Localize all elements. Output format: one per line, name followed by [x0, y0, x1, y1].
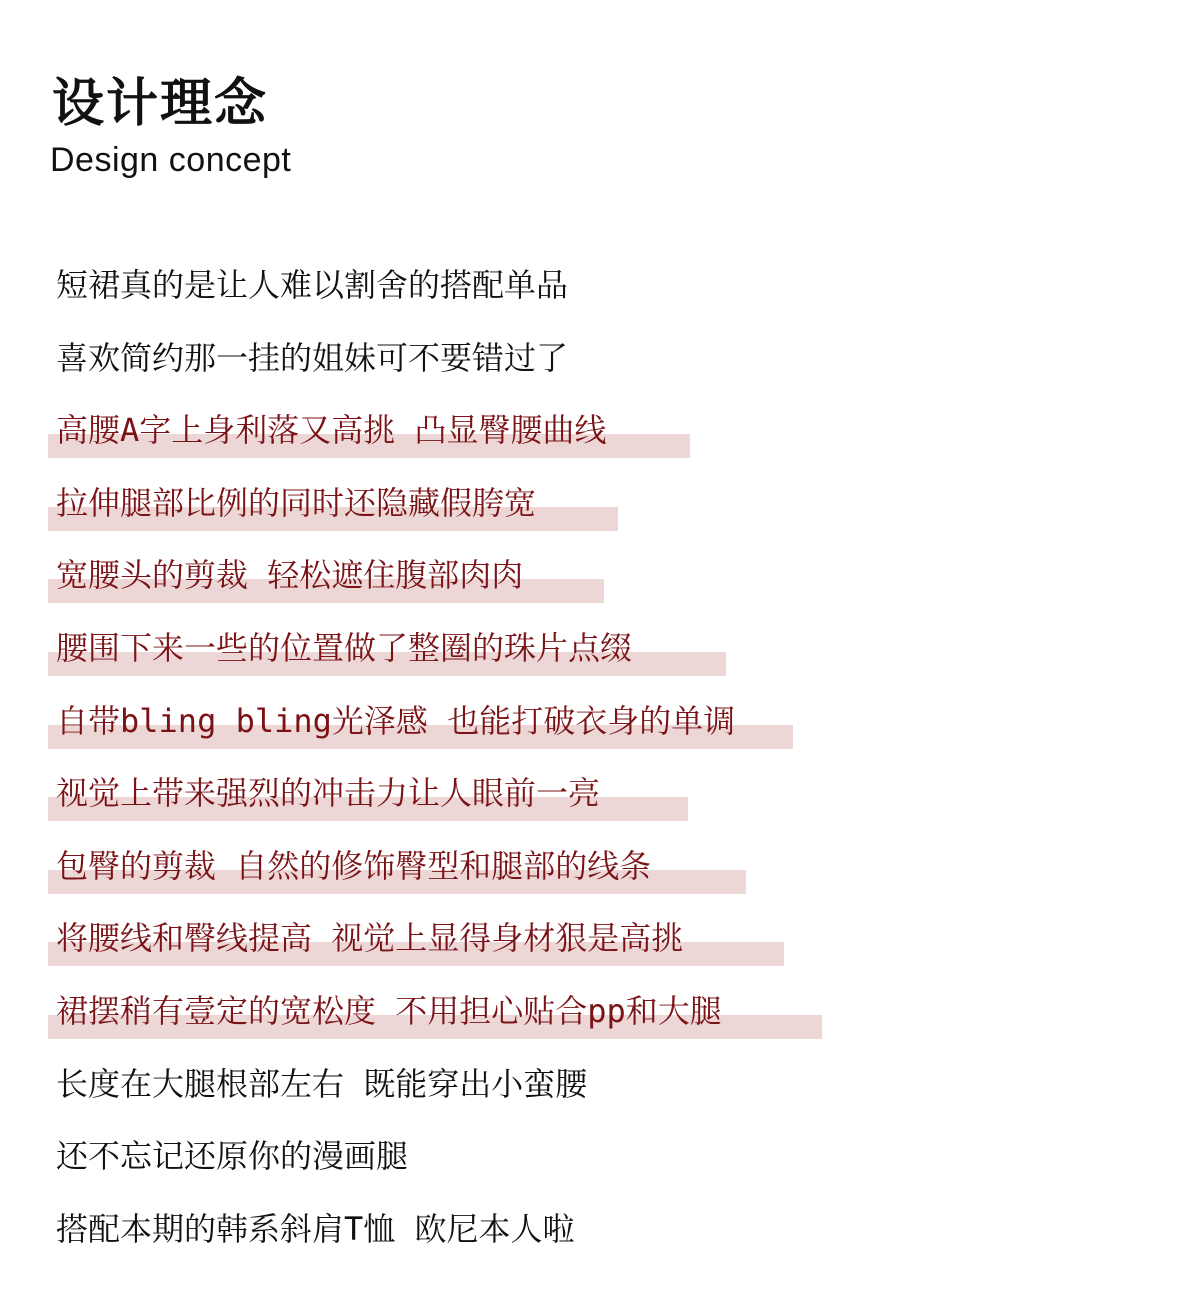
text-line — [48, 1128, 1148, 1201]
text-line — [48, 402, 1148, 475]
text-line-content: 包臀的剪裁 自然的修饰臀型和腿部的线条 — [56, 846, 652, 885]
text-line-content: 喜欢简约那一挂的姐妹可不要错过了 — [56, 338, 569, 377]
page-subtitle: Design concept — [50, 141, 292, 179]
text-line-content: 拉伸腿部比例的同时还隐藏假胯宽 — [56, 483, 537, 522]
text-line — [48, 765, 1148, 838]
text-line — [48, 1201, 1148, 1274]
text-line — [48, 693, 1148, 766]
text-line-content: 高腰A字上身利落又高挑 凸显臀腰曲线 — [56, 411, 607, 450]
text-line-content: 自带bling bling光泽感 也能打破衣身的单调 — [56, 701, 736, 740]
text-line-content: 腰围下来一些的位置做了整圈的珠片点缀 — [56, 628, 633, 667]
text-line — [48, 838, 1148, 911]
text-line — [48, 475, 1148, 548]
text-line-content: 裙摆稍有壹定的宽松度 不用担心贴合pp和大腿 — [56, 991, 722, 1030]
text-line — [48, 620, 1148, 693]
text-line — [48, 330, 1148, 403]
page-title: 设计理念 — [52, 74, 269, 134]
text-line — [48, 547, 1148, 620]
text-line-content: 短裙真的是让人难以割舍的搭配单品 — [56, 266, 569, 304]
concept-text-list — [48, 257, 1148, 1273]
text-line — [48, 910, 1148, 983]
text-line — [48, 983, 1148, 1056]
text-line-content: 视觉上带来强烈的冲击力让人眼前一亮 — [56, 774, 601, 813]
text-line-content: 长度在大腿根部左右 既能穿出小蛮腰 — [56, 1064, 588, 1103]
text-line-content: 还不忘记还原你的漫画腿 — [56, 1137, 409, 1176]
text-line-content: 宽腰头的剪裁 轻松遮住腹部肉肉 — [56, 556, 524, 595]
text-line-content: 将腰线和臀线提高 视觉上显得身材狠是高挑 — [56, 919, 684, 958]
text-line — [48, 257, 1148, 330]
heading — [52, 72, 291, 180]
text-line-content: 搭配本期的韩系斜肩T恤 欧尼本人啦 — [56, 1209, 575, 1248]
text-line — [48, 1056, 1148, 1129]
